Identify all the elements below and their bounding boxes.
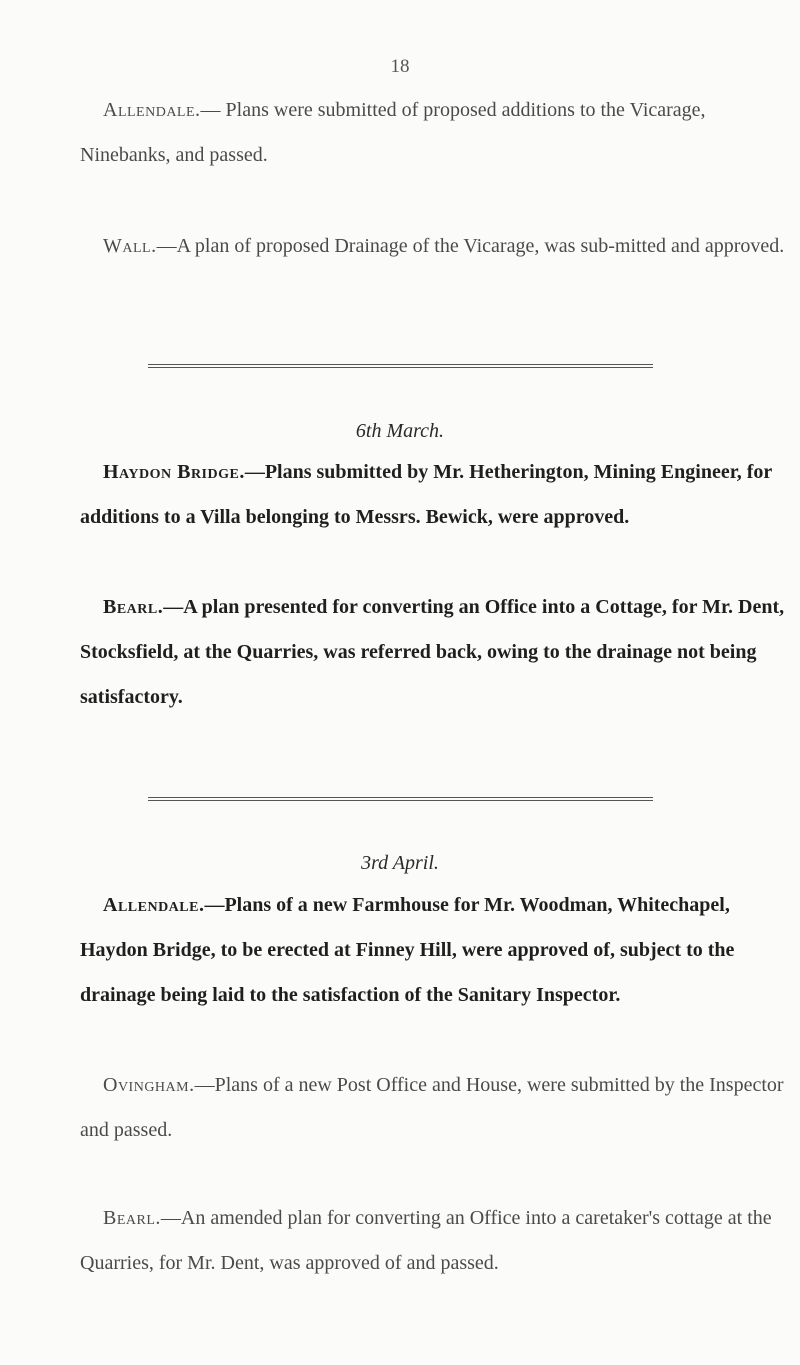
paragraph-heading: Bearl. <box>103 596 164 618</box>
paragraph-text: — Plans were submitted of proposed additions to the Vicarage, Ninebanks, and passed. <box>80 99 706 166</box>
paragraph-text: —Plans of a new Farmhouse for Mr. Woodman, Whitechapel, Haydon Bridge, to be erected at Finney Hill, were approved of, subject to the drainage being laid to the satisfaction of the Sanitary Inspector. <box>80 894 735 1006</box>
paragraph-heading: Wall. <box>103 235 157 257</box>
paragraph-haydon-bridge <box>80 450 796 540</box>
date-heading-3rd-april: 3rd April. <box>361 852 439 874</box>
page-number: 18 <box>390 56 410 77</box>
paragraph-text: —Plans submitted by Mr. Hetherington, Mining Engineer, for additions to a Villa belonging to Messrs. Bewick, were approved. <box>80 461 772 528</box>
paragraph-bearl-cottage <box>80 585 796 720</box>
paragraph-heading: Bearl. <box>103 1207 161 1229</box>
date-heading-6th-march: 6th March. <box>355 420 445 442</box>
paragraph-heading: Allendale. <box>103 99 201 121</box>
paragraph-text: —An amended plan for converting an Office into a caretaker's cottage at the Quarries, for Mr. Dent, was approved of and passed. <box>80 1207 772 1274</box>
paragraph-heading: Haydon Bridge. <box>103 461 245 483</box>
paragraph-text: —A plan presented for converting an Office into a Cottage, for Mr. Dent, Stocksfield, at the Quarries, was referred back, owing to the drainage not being satisfactory. <box>80 596 785 708</box>
paragraph-heading: Ovingham. <box>103 1074 195 1096</box>
paragraph-ovingham-post-office <box>80 1063 796 1153</box>
paragraph-bearl-amended-plan <box>80 1196 796 1286</box>
paragraph-heading: Allendale. <box>103 894 205 916</box>
paragraph-text: —Plans of a new Post Office and House, were submitted by the Inspector and passed. <box>80 1074 784 1141</box>
paragraph-wall-drainage <box>80 224 796 269</box>
section-divider <box>148 797 653 801</box>
section-divider <box>148 364 653 368</box>
paragraph-text: —A plan of proposed Drainage of the Vicarage, was sub-mitted and approved. <box>156 235 785 257</box>
paragraph-allendale-farmhouse <box>80 883 796 1018</box>
paragraph-allendale-additions <box>80 88 796 178</box>
